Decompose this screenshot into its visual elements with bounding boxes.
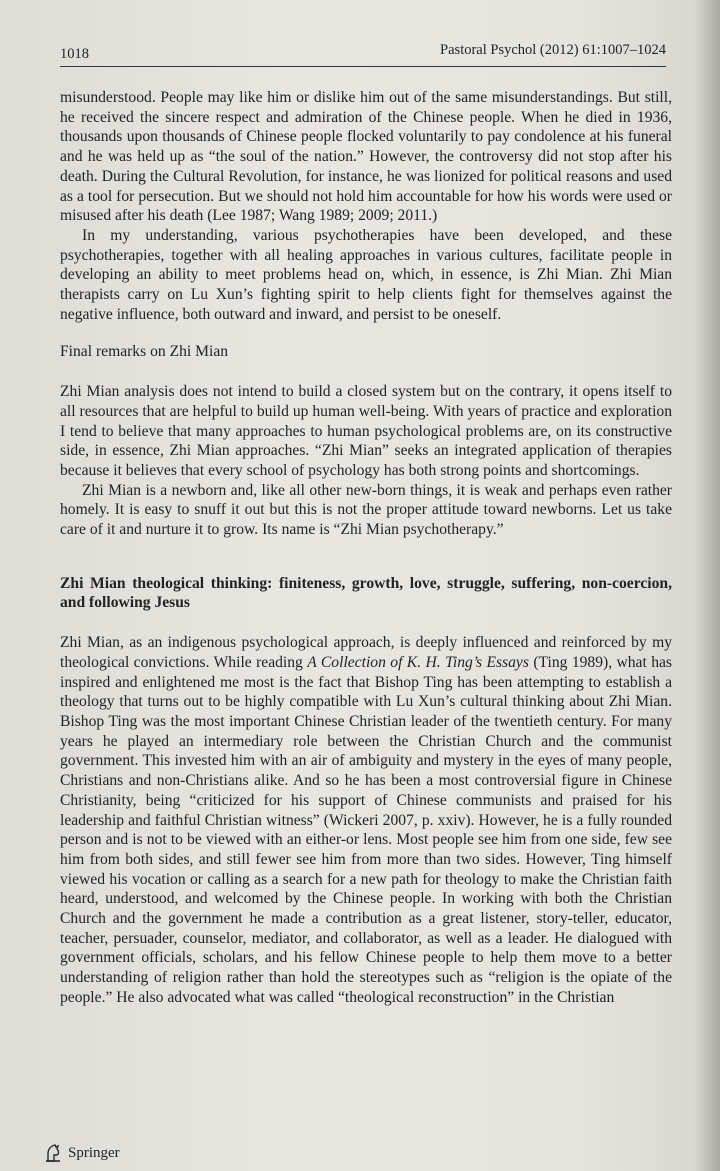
paragraph-5-part-a: Zhi Mian, as an indigenous psychological approach, is deeply influenced and reinforced by my theological convictions. While reading [60,634,672,671]
paragraph-5-part-b: (Ting 1989), what has inspired and enlightened me most is the fact that Bishop Ting has been attempting to establish a theology that turns out to be highly compatible with Lu Xun’s cultural thinking about Zhi Mian. Bishop Ting was the most important Chinese Christian leader of the twentieth century. For many years he played an intermediary role between the Christian Church and the communist government. This invested him with an air of ambiguity and mystery in the eyes of many people, Christians and non-Christians alike. And so he has been a most controversial figure in Chinese Christianity, being “criticized for his support of Chinese communists and praised for his leadership and faithful Christian witness” (Wickeri 2007, p. xxiv). However, he is a fully rounded person and is not to be viewed with an either-or lens. Most people see him from one side, few see him from both sides, and still fewer see him from more than two sides. However, Ting himself viewed his vocation or calling as a search for a new path for theology to make the Christian faith heard, understood, and welcomed by the Chinese people. In working with both the Christian Church and the government he made a contribution as a great listener, story-teller, educator, teacher, persuader, counselor, mediator, and collaborator, as well as a leader. He dialogued with government officials, scholars, and his fellow Chinese people to help them move to a better understanding of religion rather than hold the stereotypes such as “religion is the opiate of the people.” He also advocated what was called “theological reconstruction” in the Christian [60,653,673,1006]
paragraph-2: In my understanding, various psychotherapies have been developed, and these psychotherapies, together with all healing approaches in various cultures, facilitate people in developing an ability to meet problems head on, which, in essence, is Zhi Mian. Zhi Mian therapists carry on Lu Xun’s fighting spirit to help clients fight for themselves against the negative influence, both outward and inward, and persist to be oneself. [60,226,672,323]
paragraph-5 [60,633,672,1007]
page-body [60,88,672,1008]
running-header [60,38,666,67]
book-title: A Collection of K. H. Ting’s Essays [307,653,529,671]
page-number: 1018 [60,46,89,62]
paragraph-1: misunderstood. People may like him or dislike him out of the same misunderstandings. But still, he received the sincere respect and admiration of the Chinese people. When he died in 1936, thousands upon thousands of Chinese people flocked voluntarily to pay condolence at his funeral and he was held up as “the soul of the nation.” However, the controversy did not stop after his death. During the Cultural Revolution, for instance, he was lionized for political reasons and used as a tool for persecution. But we should not hold him accountable for how his words were used or misused after his death (Lee 1987; Wang 1989; 2009; 2011.) [60,89,672,225]
paragraph-4: Zhi Mian is a newborn and, like all other new-born things, it is weak and perhaps even rather homely. It is easy to snuff it out but this is not the proper attitude toward newborns. Let us take care of it and nurture it to grow. Its name is “Zhi Mian psychotherapy.” [60,481,672,539]
section-heading-theological-thinking: Zhi Mian theological thinking: finiteness, growth, love, struggle, suffering, non-coercion, and following Jesus [60,574,672,612]
section-heading-final-remarks: Final remarks on Zhi Mian [60,343,229,361]
page-edge-shadow [694,0,720,1171]
journal-citation: Pastoral Psychol (2012) 61:1007–1024 [440,42,666,58]
publisher-name: Springer [68,1144,120,1161]
springer-horse-icon [44,1143,62,1163]
page-footer [44,1140,120,1166]
paragraph-3: Zhi Mian analysis does not intend to build a closed system but on the contrary, it opens itself to all resources that are helpful to build up human well-being. With years of practice and exploration I tend to believe that many approaches to human psychological problems are, on its constructive side, in essence, Zhi Mian approaches. “Zhi Mian” seeks an integrated application of therapies because it believes that every school of psychology has both strong points and shortcomings. [60,383,672,479]
